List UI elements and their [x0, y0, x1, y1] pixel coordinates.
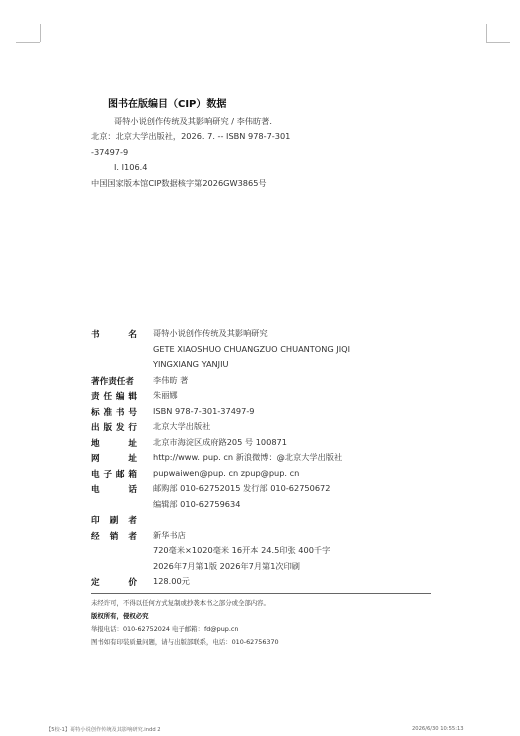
address-value: 北京市海淀区成府路205 号 100871 [153, 437, 287, 447]
title-value: 哥特小说创作传统及其影响研究 [153, 328, 268, 338]
cip-line: -37497-9 [91, 147, 129, 157]
author-label: 著作责任者 [91, 377, 134, 387]
phone-label: 电 话 [91, 485, 137, 495]
cip-title: 图书在版编目（CIP）数据 [108, 99, 227, 110]
isbn-label: 标 准 书 号 [91, 408, 137, 418]
phone-value-1: 邮购部 010-62752015 发行部 010-62750672 [153, 483, 331, 493]
title-pinyin-line-1: GETE XIAOSHUO CHUANGZUO CHUANTONG JIQI [153, 344, 350, 354]
copyright-notice: 未经许可，不得以任何方式复制或抄袭本书之部分或全部内容。 [91, 599, 270, 607]
author-value: 李伟昉 著 [153, 375, 189, 385]
publisher-value: 北京大学出版社 [153, 421, 211, 431]
website-label: 网 址 [91, 454, 137, 464]
title-pinyin-line-2: YINGXIANG YANJIU [153, 359, 229, 369]
quality-contact: 图书如有印装质量问题，请与出版部联系，电话：010-62756370 [91, 638, 279, 646]
cip-line: Ⅰ. I106.4 [114, 162, 148, 172]
email-label: 电 子 邮 箱 [91, 470, 137, 480]
email-value: pupwaiwen@pup. cn zpup@pup. cn [153, 468, 300, 478]
crop-mark [16, 42, 40, 43]
rights-reserved: 版权所有，侵权必究 [91, 612, 149, 620]
dealer-value: 新华书店 [153, 530, 186, 540]
website-value: http://www. pup. cn 新浪微博：@北京大学出版社 [153, 452, 343, 462]
price-value: 128.00元 [153, 576, 190, 586]
crop-mark [40, 24, 41, 42]
footer-file-name: 【5校-1】哥特小说创作传统及其影响研究.indd 2 [46, 727, 161, 733]
footer-timestamp: 2026/6/30 10:55:13 [412, 726, 464, 732]
isbn-value: ISBN 978-7-301-37497-9 [153, 406, 255, 416]
cip-line: 中国国家版本馆CIP数据核字第2026GW3865号 [91, 178, 267, 188]
cip-line: 北京：北京大学出版社，2026. 7. -- ISBN 978-7-301 [91, 131, 291, 141]
price-label: 定 价 [91, 578, 137, 588]
address-label: 地 址 [91, 439, 137, 449]
dealer-label: 经 销 者 [91, 532, 137, 542]
crop-mark [486, 42, 510, 43]
divider-rule [91, 593, 431, 594]
phone-value-2: 编辑部 010-62759634 [153, 499, 241, 509]
printer-label: 印 刷 者 [91, 516, 137, 526]
cip-line: 哥特小说创作传统及其影响研究 / 李伟昉著. [114, 116, 272, 126]
editor-value: 朱丽娜 [153, 390, 178, 400]
editor-label: 责 任 编 辑 [91, 392, 137, 402]
publisher-label: 出 版 发 行 [91, 423, 137, 433]
report-contact: 举报电话：010-62752024 电子邮箱：fd@pup.cn [91, 625, 239, 633]
spec-value: 720毫米×1020毫米 16开本 24.5印张 400千字 [153, 545, 331, 555]
crop-mark [486, 24, 487, 42]
title-label: 书 名 [91, 330, 137, 340]
edition-value: 2026年7月第1版 2026年7月第1次印刷 [153, 561, 300, 571]
